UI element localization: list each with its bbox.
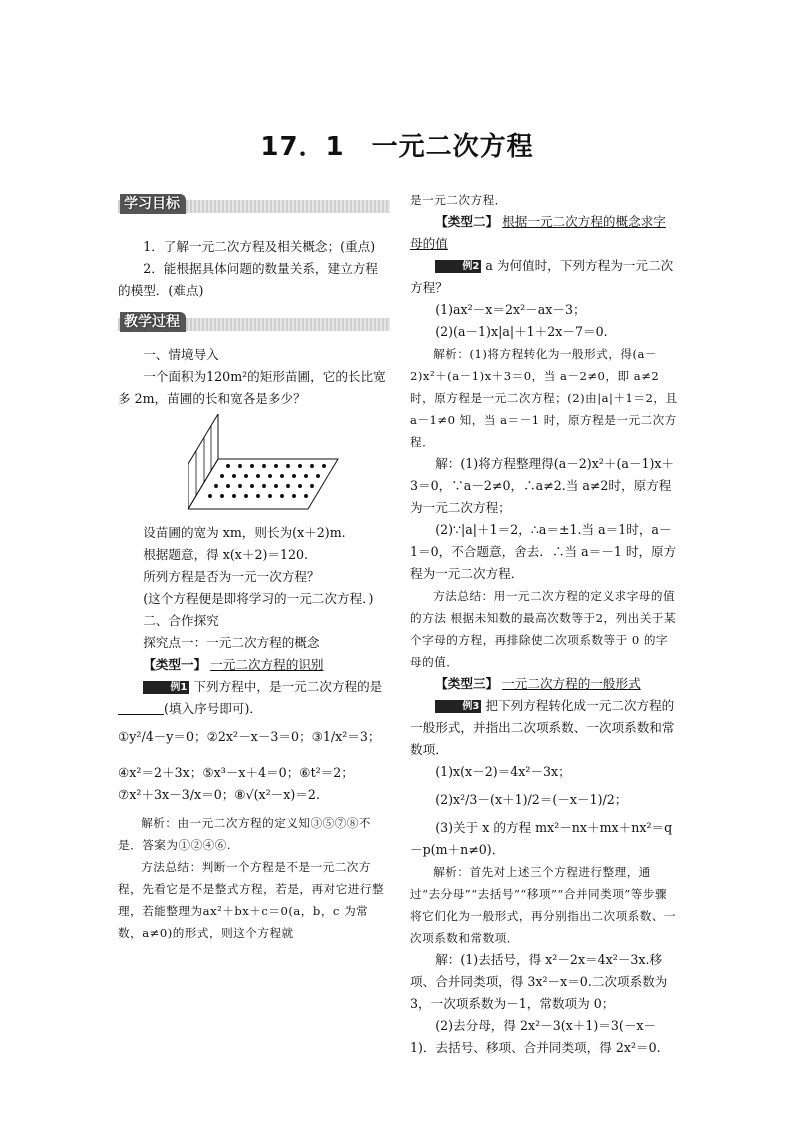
example-3-eq-3: (3)关于 x 的方程 mx²－nx＋mx＋nx²＝q－p(m＋n≠0)． xyxy=(410,820,673,857)
example-badge: 例2 xyxy=(435,260,481,273)
intro-text: 一个面积为120m²的矩形苗圃，它的长比宽多 2m，苗圃的长和宽各是多少？ xyxy=(118,369,386,406)
note: (这个方程便是即将学习的一元二次方程．) xyxy=(143,591,374,606)
example-3-eq-1: (1)x(x－2)＝4x²－3x； xyxy=(435,764,571,779)
example-tail: (填入序号即可)． xyxy=(164,701,262,716)
goal-1: 1．了解一元二次方程及相关概念；(重点) xyxy=(143,239,376,254)
continuation: 是一元二次方程． xyxy=(410,193,507,207)
example-3-eq-2: (2)x²/3－(x＋1)/2＝(－x－1)/2； xyxy=(435,792,628,807)
equation-list-1: ①y²/4－y＝0；②2x²－x－3＝0；③1/x²＝3； xyxy=(118,729,381,744)
summary-1: 方法总结：判断一个方程是不是一元二次方程，先看它是不是整式方程，若是，再对它进行整理，若能整理为ax²＋bx＋c＝0(a，b，c 为常数，a≠0)的形式，则这个方程就 xyxy=(118,860,385,940)
banner-label: 学习目标 xyxy=(120,194,186,214)
answer-blank xyxy=(118,700,164,715)
nursery-diagram xyxy=(188,414,348,514)
example-badge: 例3 xyxy=(435,700,481,713)
section-banner-goals xyxy=(118,194,390,214)
type-title: 一元二次方程的一般形式 xyxy=(502,676,641,691)
solution-3b: (2)去分母，得 2x²－3(x＋1)＝3(－x－1)．去括号、移项、合并同类项，得 2x²＝0. xyxy=(410,1018,661,1055)
equation: 根据题意，得 x(x＋2)＝120. xyxy=(143,547,309,562)
type-1-heading xyxy=(118,654,390,676)
analysis-1: 解析：由一元二次方程的定义知③⑤⑦⑧不是．答案为①②④⑥. xyxy=(118,816,371,852)
equation-list-2: ④x²＝2＋3x；⑤x³－x＋4＝0；⑥t²＝2； xyxy=(118,765,354,780)
explore-point-1: 探究点一：一元二次方程的概念 xyxy=(143,635,320,650)
type-tag: 【类型二】 xyxy=(435,214,499,229)
example-text: a 为何值时，下列方程为一元二次方程？ xyxy=(410,258,674,295)
section-banner-process xyxy=(118,312,390,332)
section-heading: 二、合作探究 xyxy=(143,613,219,628)
set-variable: 设苗圃的宽为 xm，则长为(x＋2)m. xyxy=(143,525,346,540)
example-1 xyxy=(118,676,390,720)
goal-2: 2．能根据具体问题的数量关系，建立方程的模型．(难点) xyxy=(118,261,378,298)
summary-2: 方法总结：用一元二次方程的定义求字母的值的方法 根据未知数的最高次数等于2，列出关于某个字母的方程，再排除使二次项系数等于 0 的字母的值． xyxy=(410,589,677,669)
example-3 xyxy=(410,695,678,761)
type-tag: 【类型三】 xyxy=(435,676,499,691)
type-2-heading xyxy=(410,211,678,255)
banner-label: 教学过程 xyxy=(120,312,186,332)
example-2-eq-1: (1)ax²－x＝2x²－ax－3； xyxy=(435,302,586,317)
example-text: 下列方程中，是一元二次方程的是 xyxy=(193,679,383,694)
page-title: 17．1 一元二次方程 xyxy=(260,132,534,162)
analysis-2: 解析：(1)将方程转化为一般形式，得(a－2)x²＋(a－1)x＋3＝0，当 a－2≠0，即 a≠2时，原方程是一元二次方程；(2)由|a|＋1＝2，且 a－1≠0 知，当 a＝－1 时，原方程是一元二次方程． xyxy=(410,347,678,449)
type-title: 根据一元二次方程的概念求字母的值 xyxy=(410,214,666,251)
analysis-3: 解析：首先对上述三个方程进行整理，通过“去分母”“去括号”“移项”“合并同类项”等步骤将它们化为一般形式，再分别指出二次项系数、一次项系数和常数项． xyxy=(410,865,677,945)
right-column xyxy=(410,189,678,1059)
solution-2a: 解：(1)将方程整理得(a－2)x²＋(a－1)x＋3＝0，∵a－2≠0，∴a≠2.当 a≠2时，原方程为一元二次方程； xyxy=(410,456,675,515)
equation-list-3: ⑦x²＋3x－3/x＝0；⑧√(x²－x)＝2. xyxy=(118,787,320,802)
section-heading: 一、情境导入 xyxy=(143,347,219,362)
example-2-eq-2: (2)(a－1)x|a|＋1＋2x－7＝0. xyxy=(435,324,608,339)
type-title: 一元二次方程的识别 xyxy=(210,657,324,672)
example-badge: 例1 xyxy=(143,681,189,694)
solution-3a: 解：(1)去括号，得 x²－2x＝4x²－3x.移项、合并同类项，得 3x²－x＝0.二次项系数为 3，一次项系数为－1，常数项为 0； xyxy=(410,952,668,1011)
type-tag: 【类型一】 xyxy=(143,657,207,672)
question: 所列方程是否为一元一次方程？ xyxy=(143,569,320,584)
example-2 xyxy=(410,255,678,299)
nursery-figure xyxy=(118,414,390,516)
type-3-heading xyxy=(410,673,678,695)
solution-2b: (2)∵|a|＋1＝2，∴a＝±1.当 a＝1时，a－1＝0，不合题意，舍去．∴当 a＝－1 时，原方程为一元二次方程． xyxy=(410,522,677,581)
left-column xyxy=(118,190,390,944)
example-text: 把下列方程转化成一元二次方程的一般形式，并指出二次项系数、一次项系数和常数项． xyxy=(410,698,675,757)
